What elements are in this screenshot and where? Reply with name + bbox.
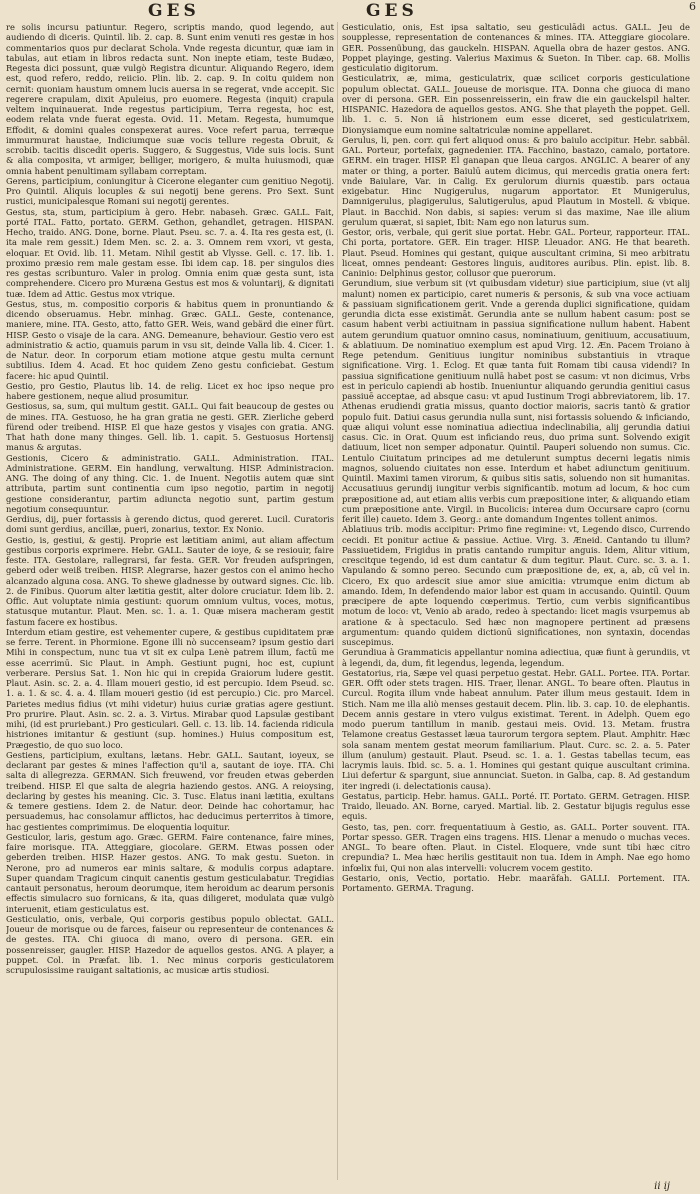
headword-right: GES bbox=[366, 1, 418, 21]
column-divider bbox=[337, 22, 338, 1180]
entry: Gestio, pro Gestio, Plautus lib. 14. de relig. Licet ex hoc ipso neque pro habere gestionem, neque aliud prosumitur. bbox=[6, 380, 334, 401]
entry: Gestio, is, gestiui, & gestij. Proprie est lætitiam animi, aut aliam affectum gestibus corporis exprimere. Hebr. GALL. Sauter de ioye, & se resiouir, faire feste. ITA. Gestolare, rallegrarsi, far festa. GER. Vor freuden aufspringen, geberd oder weiß treiben. HISP. Alegrarse, hazer gestos con el animo hecho alcanzado alguna cosa. ANG. To shewe gladnesse by outward signes. Cic. lib. 2. de Finibus. Quorum alter lætitia gestit, alter dolore cruciatur. Idem lib. 2. Offic. Aut voluptate nimia gestiunt: quorum omnium vultus, voces, motus, statusque mutantur. Plaut. Men. sc. 1. a. 1. Quæ misera macheram gestit fastum facere ex hostibus. bbox=[6, 534, 334, 627]
signature-mark: ii ij bbox=[654, 1181, 670, 1192]
entry: Gerundium, siue verbum sit (vt quibusdam videtur) siue participium, siue (vt alij malunt) nomen ex participio, caret numeris & personis, & sub vna voce actiuam & passiuam significationem gerit. Vnde a gerenda duplici significatione, quidam gerundia dicta esse existimāt. Gerundia ante se nullum habent casum: post se casum habent verbi actiuitnam in passiua significatione nullum habent. Habent autem gerundium quatuor omnino casus, nominatiuum, genitiuum, accusatiuum, & ablatiuum. De nominatiuo exemplum est apud Virg. 12. Æn. Pacem Troiano à Rege petendum. Genitiuus iungitur nominibus substantiuis in vtraque significatione. Virg. 1. Eclog. Et quæ tanta fuit Romam tibi causa videndi? In passiua significatione genitiuum nullā habet post se casum: vt non dicimus, Vrbs est in periculo capiendi ab hostib. Inueniuntur aliquando gerundia genitiui casus passiuē acceptae, ad absque casu: vt apud Iustinum Trogi abbreviatorem, lib. 17. Athenas erudiendi gratia missus, quanto doctior maioris, sacris tantò & gratior populo fuit. Datiui casus gerundia nulla sunt, nisi fortassis soluendo & inficiando, quæ aliqui volunt esse nominatiua adiectiua indeclinabilia, alij gerundia datiui casus. Cic. in Orat. Quum est inficiando reus, duo prima sunt. Solvendo exigit datiuum, licet non semper adponatur. Quintil. Pauperi soluendo non sumus. Cic. Lentulo Ciuitatum principes ad me detulerunt sumptus decerni legatis nimis magnos, soluendo ciuitates non esse. Interdum et habet adiunctum genitiuum. Quintil. Maximi tamen virorum, & quibus sitis satis, soluendo non sit humanitas. Accusatiuus gerundij iungitur verbis significantib. motum ad locum, & hoc cum præpositione ad, aut etiam aliis verbis cum præpositione inter, & aliquando etiam cum præpositione ante. Virgil. in Bucolicis: interea dum Occursare capro (cornu ferit ille) caueto. Idem 3. Georg.: ante domandum Ingentes tollent animos. bbox=[342, 278, 690, 524]
entry: Ablatiuus trib. modis accipitur: Primo fine regimine: vt, Legendo disco, Currendo cecidi. Et ponitur actiue & passiue. Actiue. Virg. 3. Æneid. Cantando tu illum? Passiuetidem, Frigidus in pratis cantando rumpitur anguis. Idem, Alitur vitium, crescitque tegendo, id est dum cantatur & dum tegitur. Plaut. Curc. sc. 3. a. 1. Vapulando & somno pereo. Secundo cum præpositione de, ex, a, ab, cū vel in. Cicero, Ex quo ardescit siue amor siue amicitia: vtrumque enim dictum ab amando. Idem, In defendendo maior labor est quam in accusando. Quintil. Quum præcipere de apte loquendo cœperimus. Tertio, cum verbis significantibus motum de loco: vt, Venio ab arado, redeo à spectando: licet magis vsurpemus ab aratione & à spectaculo. Sed hæc non magnopere pertinent ad præsens argumentum: quando quidem dictionū significationes, non syntaxin, docendas suscepimus. bbox=[342, 524, 690, 647]
entry: Gesticulor, laris, gestum ago. Græc. GERM. Faire contenance, faire mines, faire morisque. ITA. Atteggiare, giocolare. GERM. Etwas possen oder geberden treiben. HISP. Hazer gestos. ANG. To mak gestu. Sueton. in Nerone, pro ad numeros ear minis saltare, & modulis corpus adaptare. Super quandam Tragicum cinquit canentis gestum gesticulabatur. Tregidias cantauit personatus, heroum deorumque, item heroidum ac dearum personis effectis simulacro suo fornicans, & ita, quas diligeret, modulata quæ vulgò interuenit, etiam gesticulatus est. bbox=[6, 831, 334, 914]
entry: Gesto, tas, pen. corr. frequentatiuum à Gestio, as. GALL. Porter souvent. ITA. Portar spesso. GER. Tragen eins tragens. HIS. Llenar a menudo o muchas veces. ANGL. To beare often. Plaut. in Cistel. Eloquere, vnde sunt tibi hæc citro crepundia? L. Mea hæc herilis gestitauit non tua. Idem in Amph. Nae ego homo infœlix fui, Qui non alas intervelli: volucrem vocem gestito. bbox=[342, 821, 690, 873]
running-header bbox=[0, 0, 700, 22]
entry: Gestatorius, ria, Sæpe vel quasi perpetuo gestat. Hebr. GALL. Portee. ITA. Portar. GER. Offt oder stets tragen. HIS. Traer, llenar. ANGL. To beare often. Plautus in Curcul. Rogita illum vnde habeat annulum. Pater illum meus gestauit. Idem in Stich. Nam me illa aliò menses gestauit decem. Plin. lib. 3. cap. 10. de elephantis. Decem annis gestare in vtero vulgus existimat. Terent. in Adelph. Quem ego modo puerum tantillum in manib. gestaui meis. Ovid. 13. Metam. frustra Telamone creatus Gestasset læua taurorum tergora septem. Plaut. Amphitr. Hæc sola sanam mentem gestat meorum familiarium. Plaut. Curc. sc. 2. a. 5. Pater illum (anulum) gestauit. Plaut. Pseud. sc. 1. a. 1. Gestas tabellas tecum, eas lacrymis lauis. Ibid. sc. 5. a. 1. Homines qui gestant quique auscultant crimina. Liui defertur & spargunt, siue annunciat. Sueton. in Galba, cap. 8. Ad gestandum iter ingredi (i. delectationis causa). bbox=[342, 667, 690, 791]
entry: re solis incursu patiuntur. Regero, scriptis mando, quod legendo, aut audiendo di diceris. Quintil. lib. 2. cap. 8. Sunt enim venuti res gestæ in hos commentarios quos pur declarat Schola. Vnde regesta dicuntur, quæ iam in tabulas, aut etiam in libros redacta sunt. Non inepte etiam, teste Budæo, Regesta dici possunt, quæ vulgò Registra dicuntur. Aliquando Regero, idem est, quod refero, reddo, reiicio. Plin. lib. 2. cap. 9. In coitu quidem non cernit: quoniam haustum omnem lucis auersa in se regerat, vnde accepit. Sic regerere crapulam, dixit Apuleius, pro euomere. Regesta (inquit) crapula veltem inquinauerat. Inde regestus participium, Terra regesta, hoc est, eodem relata vnde fuerat egesta. Ovid. 11. Metam. Regesta, humumque Effodit, & domini quales conspexerat aures. Voce refert parua, terræque immurmurat haustae, Indiciumque suæ vocis tellure regesta Obruit, & scrobib. tacitis discedit operis. Suggero, & Suggestus, Vide suis locis. Sunt & alia composita, vt armiger, belliger, morigero, & multa huiusmodi, quæ omnia habent penultimam syllabam correptam. bbox=[6, 22, 334, 176]
entry: Gestor, oris, verbale, qui gerit siue portat. Hebr. GAL. Porteur, rapporteur. ITAL. Chi porta, portatore. GER. Ein trager. HISP. Lleuador. ANG. He that beareth. Plaut. Pseud. Homines qui gestant, quique auscultant crimina, Si meo arbitratu liceat, omnes pendeant: Gestores linguis, auditores auribus. Plin. epist. lib. 8. Caninio: Delphinus gestor, collusor que puerorum. bbox=[342, 227, 690, 278]
entry: Gestus, stus, m. compositio corporis & habitus quem in pronuntiando & dicendo obseruamus. Hebr. minhag. Græc. GALL. Geste, contenance, maniere, mine. ITA. Gesto, atto, fatto GER. Weis, wand gebärd die einer fürt. HISP. Gesto o visaje de la cara. ANG. Demeanure, behaviour. Gestio vero est administratio & actio, quamuis parum in vsu sit, deinde Valla lib. 4. Cicer. 1. de Natur. deor. In corporum etiam motione atque gestu multa cernunt subtilius. Idem 4. Acad. Et hoc quidem Zeno gestu conficiebat. Gestum facere: hic apud Quintil. bbox=[6, 298, 334, 381]
entry: Gesticulatio, onis, verbale, Qui corporis gestibus populo oblectat. GALL. Joueur de morisque ou de farces, faiseur ou representeur de contenances & de gestes. ITA. Chi giuoca di mano, overo di persona. GER. ein possenreisser, gaugler. HISP. Hazedor de aquellos gestos. ANG. A player, a puppet. Col. in Præfat. lib. 1. Nec minus corporis gesticulatorem scrupulosissime rauigant saltationis, ac musicæ artis studiosi. bbox=[6, 913, 334, 975]
left-column bbox=[6, 22, 334, 1180]
entry: Gestionis, Cicero & administratio. GALL. Administration. ITAL. Administratione. GERM. Ein handlung, verwaltung. HISP. Administracion. ANG. The doing of any thing. Cic. 1. de Inuent. Negotiis autem quæ sint attributa, partim sunt continentia cum ipso negotio, partim in negotij gestione considerantur, partim adiuncta negotio sunt, partim gestum negotium consequuntur. bbox=[6, 452, 334, 514]
entry: Gerens, participium, coniungitur à Cicerone eleganter cum genitiuo Negotij. Pro Quintil. Aliquis locuples & sui negotij bene gerens. Pro Sext. Sunt rustici, municipalesque Romani sui negotij gerentes. bbox=[6, 175, 334, 207]
entry: Interdum etiam gestire, est vehementer cupere, & gestibus cupiditatem præ se ferre. Terent. in Phormione. Egone illi nò succenseam? ipsum gestio dari Mihi in conspectum, nunc tua vt sit ex culpa Lenè patrem illum, factū me esse acerrimū. Sic Plaut. in Amph. Gestiunt pugni, hoc est, cupiunt verberare. Persius Sat. 1. Non hic qui in crepida Graiorum ludere gestit. Plaut. Asin. sc. 2. a. 4. Illam moueri gestio, id est percupio. Idem Pseud. sc. 1. a. 1. & sc. 4. a. 4. Illam moueri gestio (id est percupio.) Cic. pro Marcel. Parietes medius fidius (vt mihi videtur) huius curiæ gratias agere gestiunt. Pro prurire. Plaut. Asin. sc. 2. a. 3. Virtus. Mirabar quod Lapsulæ gestibant mihi, (id est pruriebant.) Pro gesticulari. Gell. c. 13. lib. 14. facienda ridicula histriones imitantur & gestiunt (sup. homines.) Huius compositum est, Prægestio, de quo suo loco. bbox=[6, 626, 334, 750]
headword-left: GES bbox=[148, 1, 200, 21]
entry: Gerdius, dij, puer fortassis à gerendo dictus, quod gereret. Lucil. Curatoris domi sunt gerdius, ancillæ, pueri, zonarius, textor. Ex Nonio. bbox=[6, 514, 334, 535]
entry: Gerulus, li, pen. corr. qui fert aliquod onus: & pro baiulo accipitur. Hebr. sabbāl. GAL. Porteur, portefaix, gagnedenier. ITA. Facchino, bastazo, camalo, portatore. GERM. ein trager. HISP. El ganapan que lleua cargos. ANGLIC. A bearer of any mater or thing, a porter. Baiulū autem dicimus, qui mercedis gratia onera fert: vnde Baiulare, Var. in Calig. Ex gerulorum diurnis quæstib. pars octaua exigebatur. Hinc Nugigerulus, nugarum apportator. Et Munigerulus, Damnigerulus, plagigerulus, Salutigerulus, apud Plautum in Mostell. & vbique. Plaut. in Bacchid. Non dabis, si sapies: verum si das maxime, Nae ille alium gerulum quærat, si sapiet, Ibit: Nam ego non laturus sum. bbox=[342, 134, 690, 227]
entry: Gestatus, particip. Hebr. hamus. GALL. Porté. IT. Portato. GERM. Getragen. HISP. Traido, lleuado. AN. Borne, caryed. Martial. lib. 2. Gestatur bijugis regulus esse equis. bbox=[342, 790, 690, 822]
entry: Gesticulatio, onis, Est ipsa saltatio, seu gesticulādi actus. GALL. Jeu de soupplesse, representation de contenances & mines. ITA. Atteggiare giocolare. GER. Possenübung, das gauckeln. HISPAN. Aquella obra de hazer gestos. ANG. Poppet playinge, gesting. Valerius Maximus & Sueton. In Tiber. cap. 68. Mollis gesticulatio digitorum. bbox=[342, 22, 690, 73]
folio-number: 6 bbox=[689, 0, 696, 13]
entry: Gestiosus, sa, sum, qui multum gestit. GALL. Qui fait beaucoup de gestes ou de mines. ITA. Gestuoso, he ha gran gratia ne gesti. GER. Zierliche geberd fürend oder treibend. HISP. El que haze gestos y visajes con gratia. ANG. That hath done many thinges. Gell. lib. 1. capit. 5. Gestuosus Hortensij manus & argutas. bbox=[6, 401, 334, 453]
entry: Gesticulatrix, æ, mima, gesticulatrix, quæ scilicet corporis gesticulatione populum oblectat. GALL. Joueuse de morisque. ITA. Donna che giuoca di mano over di persona. GER. Ein possenreisserin, ein fraw die ein gauckelspil halter. HISPANIC. Hazedora de aquellos gestos. ANG. She that playeth the poppet. Gell. lib. 1. c. 5. Non iā histrionem eum esse diceret, sed gesticulatrixem, Dionysiamque eum nomine saltatriculæ nomine appellaret. bbox=[342, 73, 690, 135]
entry: Gestus, sta, stum, participium à gero. Hebr. nabaseh. Græc. GALL. Fait, porté ITAL. Fatto, portato. GERM. Gethon, gehandlet, getragen. HISPAN. Hecho, traido. ANG. Done, borne. Plaut. Pseu. sc. 7. a. 4. Ita res gesta est, (i. ita male rem gessit.) Idem Men. sc. 2. a. 3. Omnem rem vxori, vt gesta, eloquar. Et Ovid. lib. 11. Metam. Nihil gestit ab Vlysse. Gell. c. 17. lib. 1. proximo præsio rem male gestam esse. Ibi idem cap. 18. per singulos dies res gestas scribunturo. Valer in prolog. Omnia enim quæ gesta sunt, ista comprehendere. Cicero pro Muræna Gestus est mos & voluntarij, & dignitati tuæ. Idem ad Attic. Gestus mox vtrique. bbox=[6, 206, 334, 299]
entry: Gestiens, participium, exultans, lætans. Hebr. GALL. Sautant, ioyeux, se declarant par gestes & mines l'affection qu'il a, sautant de ioye. ITA. Chi salta di allegrezza. GERMAN. Sich freuwend, vor freuden etwas geberden treibend. HISP. El que salta de alegria haziendo gestos. ANG. A reioysing, declaring by gestes his meaning. Cic. 3. Tusc. Elatus inani lætitia, exultans & temere gestiens. Idem 2. de Natur. deor. Deinde hac cohortamur, hac persuademus, hac consolamur afflictos, hac deducimus perterritos à timore, hac gestientes comprimimus. De eloquentia loquitur. bbox=[6, 749, 334, 832]
entry: Gestario, onis, Vectio, portatio. Hebr. maarāfah. GALLI. Portement. ITA. Portamento. GERMA. Tragung. bbox=[342, 872, 690, 893]
entry: Gerundiua à Grammaticis appellantur nomina adiectiua, quæ fiunt à gerundiis, vt à legendi, da, dum, fit legendus, legenda, legendum. bbox=[342, 647, 690, 668]
right-column bbox=[342, 22, 690, 1180]
